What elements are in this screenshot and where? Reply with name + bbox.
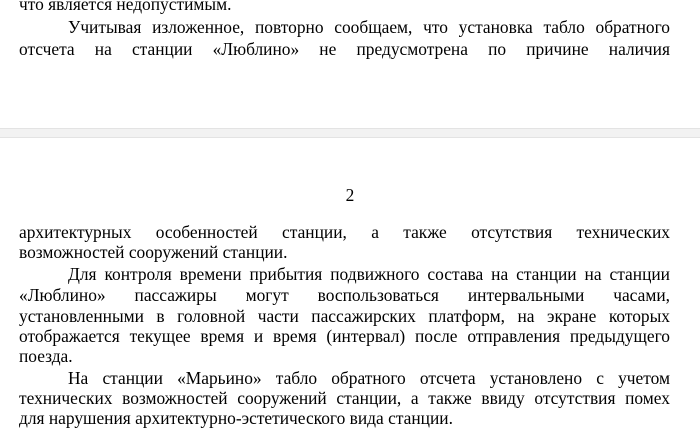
page-number: 2: [345, 185, 355, 205]
text-line: «Люблино» пассажиры могут воспользоваться интервальными часами,: [19, 285, 670, 305]
text-line: установленными в головной части пассажирских платформ, на экране которых: [19, 306, 670, 326]
text-line: что является недопустимым.: [19, 0, 232, 14]
text-line: Учитывая изложенное, повторно сообщаем, что установка табло обратного: [68, 17, 670, 37]
text-line: технических возможностей сооружений станции, а также ввиду отсутствия помех: [19, 388, 670, 408]
text-line: для нарушения архитектурно-эстетического вида станции.: [19, 408, 453, 428]
text-line: возможностей сооружений станции.: [19, 242, 288, 262]
text-line: поезда.: [19, 346, 73, 366]
text-line: На станции «Марьино» табло обратного отсчета установлено с учетом: [68, 368, 670, 388]
page-separator: [0, 128, 700, 138]
text-line: отсчета на станции «Люблино» не предусмотрена по причине наличия: [19, 39, 670, 59]
text-line: архитектурных особенностей станции, а также отсутствия технических: [19, 222, 670, 242]
text-line: Для контроля времени прибытия подвижного состава на станции на станции: [68, 264, 670, 284]
text-line: отображается текущее время и время (интервал) после отправления предыдущего: [19, 326, 670, 346]
